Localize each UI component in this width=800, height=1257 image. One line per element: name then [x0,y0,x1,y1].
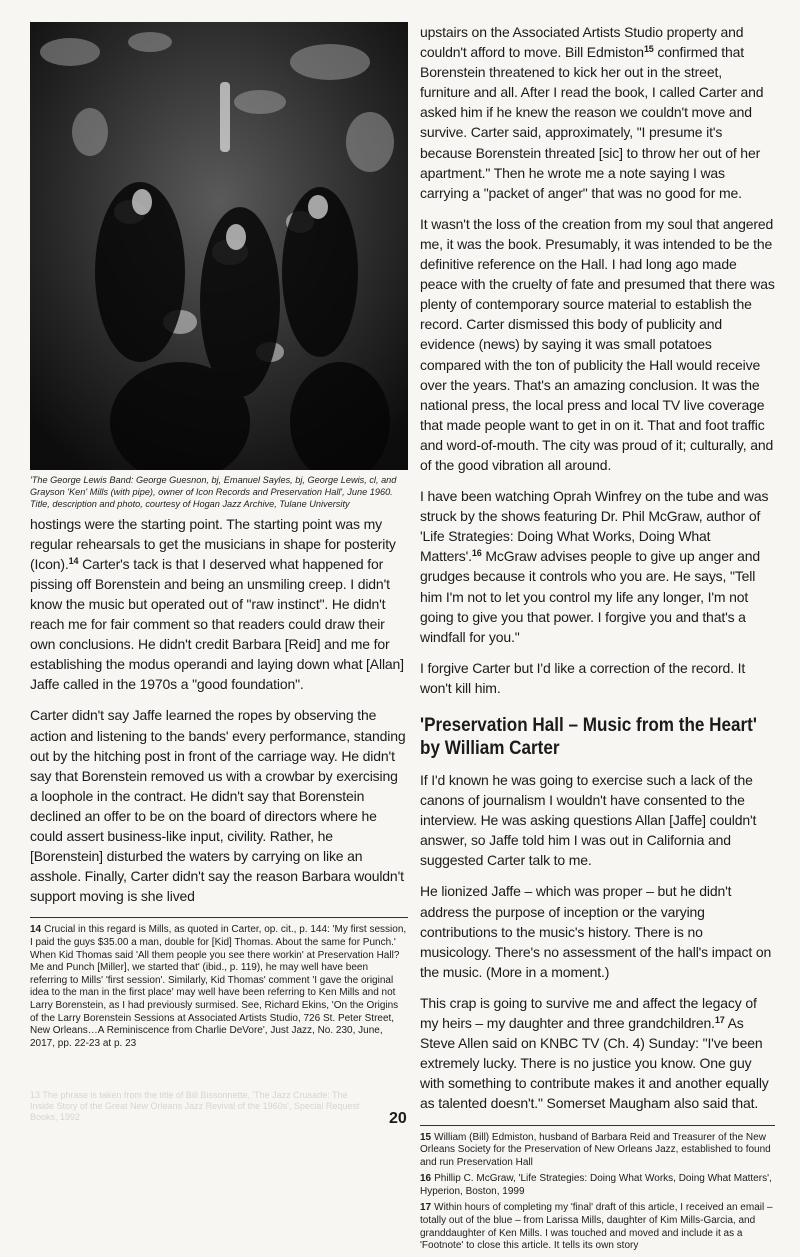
footnote-14-number: 14 [30,924,42,936]
footnote-ref-15: 15 [643,44,654,55]
left-p1-continued: Carter's tack is that I deserved what happened for pissing off Borenstein and being an unsmiling creep. I didn't know the music but operated out of "raw instinct". He didn't reach me for fair comment so that readers could draw their own conclusions. He didn't credit Barbara [Reid] and me for establishing the modus operandi and laying down what [Allan] Jaffe called in the 1970s a "good foundation". [30,555,404,693]
left-paragraph-1 [30,514,408,695]
right-paragraph-4: I forgive Carter but I'd like a correction of the record. It won't kill him. [420,659,746,696]
right-footnote-divider [420,1125,775,1126]
right-p3b: McGraw advises people to give up anger and grudges because it controls who you are. He says, "Tell him I'm not to let you control my life any longer, I'm not going to give you that power. I forgive you and that's a windfall for you." [420,548,760,645]
footnote-15-number: 15 [420,1131,432,1143]
right-paragraph-1 [420,22,775,203]
right-p7a: This crap is going to survive me and affect the legacy of my heirs – my daughter and three grandchildren. [420,994,757,1032]
footnote-14-text: Crucial in this regard is Mills, as quoted in Carter, op. cit., p. 144: 'My first session, I paid the guys $35.00 a man, double for [Kid] Thomas. About the same for Punch.' When Kid Thomas said 'All them people you see there workin' at Preservation Hall? Me and Punch [Miller], we started that' (ibid., p. 119), he may well have been referring to Mills' 'first session'. Similarly, Kid Thomas' comment 'I gave the original idea to the man in the first place' may well have been referring to Ken Mills and not Larry Borenstein, as I had previously surmised. See, Richard Ekins, 'On the Origins of the Larry Borenstein Sessions at Associated Artists Studio, 726 St. Peter Street, New Orleans…A Reminiscence from Charlie DeVore', Just Jazz, No. 230, June, 2017, pp. 22-23 at p. 23 [30,924,407,1049]
footnote-16 [420,1173,775,1198]
right-paragraph-7 [420,993,775,1114]
footnote-14 [30,924,408,1050]
footnote-15 [420,1132,775,1170]
right-column [420,22,775,1257]
footnote-ref-14: 14 [68,555,79,566]
right-paragraph-2: It wasn't the loss of the creation from my soul that angered me, it was the book. Presumably, it was intended to be the definitive reference on the Hall. I had long ago made peace with the cruelty of fate and presumed that there was plenty of contemporary source material to establish the record. Carter dismissed this body of publicity and evidence (news) by saying it was small potatoes compared with the ton of publicity the Hall would receive over the years. That's an amazing conclusion. It was the national press, the local press and local TV live coverage that made people want to get in on it. That and foot traffic and word-of-mouth. The city was proud of it; culturally, and of the good vibration all around. [420,215,775,473]
right-p3a: I have been watching Oprah Winfrey on the tube and was struck by the shows featuring Dr. Phil McGraw, author of 'Life Strategies: Doing What Works, Doing What Matters'. [420,488,769,565]
footnote-ref-17: 17 [714,1015,725,1026]
footnote-16-number: 16 [420,1173,432,1185]
band-photo [30,22,408,470]
right-paragraph-6: He lionized Jaffe – which was proper – but he didn't address the purpose of inception or the varying contributions to the music's history. There is no musicology. There's no assessment of the hall's impact on the music. (More in a moment.) [420,883,772,980]
right-p7b: As Steve Allen said on KNBC TV (Ch. 4) Sunday: "I've been extremely lucky. There is no justice you know. One guy with something to contribute makes it and another equally as talented doesn't." Somerset Maugham also said that. [420,1015,769,1112]
footnote-16-text: Phillip C. McGraw, 'Life Strategies: Doing What Works, Doing What Matters', Hyperion, Boston, 1999 [420,1173,772,1197]
right-p1b: confirmed that Borenstein threatened to kick her out in the street, furniture and all. After I read the book, I called Carter and asked him if he knew the reason we couldn't move and survive. Carter said, approximately, "I presume it's because Borenstein threated [sic] to throw her out of her apartment." Then he wrote me a note saying I was carrying a "packet of anger" that was no good for me. [420,44,764,201]
photo-caption: 'The George Lewis Band: George Guesnon, bj, Emanuel Sayles, bj, George Lewis, cl, and Grayson 'Ken' Mills (with pipe), owner of Icon Records and Preservation Hall', June 1960. Title, description and photo, courtesy of Hogan Jazz Archive, Tulane University [30,475,397,510]
footnote-ref-16: 16 [471,548,482,559]
footnote-17 [420,1202,775,1252]
footnote-15-text: William (Bill) Edmiston, husband of Barbara Reid and Treasurer of the New Orleans Society for the Preservation of New Orleans Jazz, established to found and run Preservation Hall [420,1131,771,1168]
section-heading: 'Preservation Hall – Music from the Heart' by William Carter [420,715,757,759]
right-paragraph-5: If I'd known he was going to exercise such a lack of the canons of journalism I wouldn't have consented to the interview. He was asking questions Allan [Jaffe] couldn't answer, so Jaffe told him I was out in California and suggested Carter talk to me. [420,772,757,869]
right-paragraph-3 [420,486,775,647]
bleed-through-text: 13 The phrase is taken from the title of Bill Bissonnette, 'The Jazz Crusade: The Inside Story of the Great New Orleans Jazz Revival of the 1960s', Special Request Books, 1992 [30,1090,360,1122]
left-column [30,22,408,1054]
footnote-17-number: 17 [420,1202,432,1214]
footnote-divider [30,917,408,918]
page-number: 20 [389,1110,407,1127]
left-paragraph-2: Carter didn't say Jaffe learned the ropes by observing the action and listening to the bands' every performance, standing out by the hitching post in front of the carriage way. He didn't say that Borenstein removed us with a crowbar by exercising a loophole in the contract. He didn't say that Borenstein declined an offer to be on the board of directors where he could assert business-like input, civility. Rather, he [Borenstein] disturbed the waters by carrying on like an asshole. Finally, Carter didn't say the reason Barbara wouldn't support moving is she lived [30,707,406,905]
band-photo-icon [30,22,408,470]
right-p1a: upstairs on the Associated Artists Studio property and couldn't afford to move. Bill Edmiston [420,24,744,61]
footnote-17-text: Within hours of completing my 'final' draft of this article, I received an email – totally out of the blue – from Larissa Mills, daughter of Kim Mills-Garcia, and granddaughter of Ken Mills. I was touched and moved and include it as a 'Footnote' to close this article. It tells its own story [420,1202,773,1252]
left-p1-text: hostings were the starting point. The starting point was my regular rehearsals to get the musicians in shape for posterity (Icon). [30,515,396,572]
